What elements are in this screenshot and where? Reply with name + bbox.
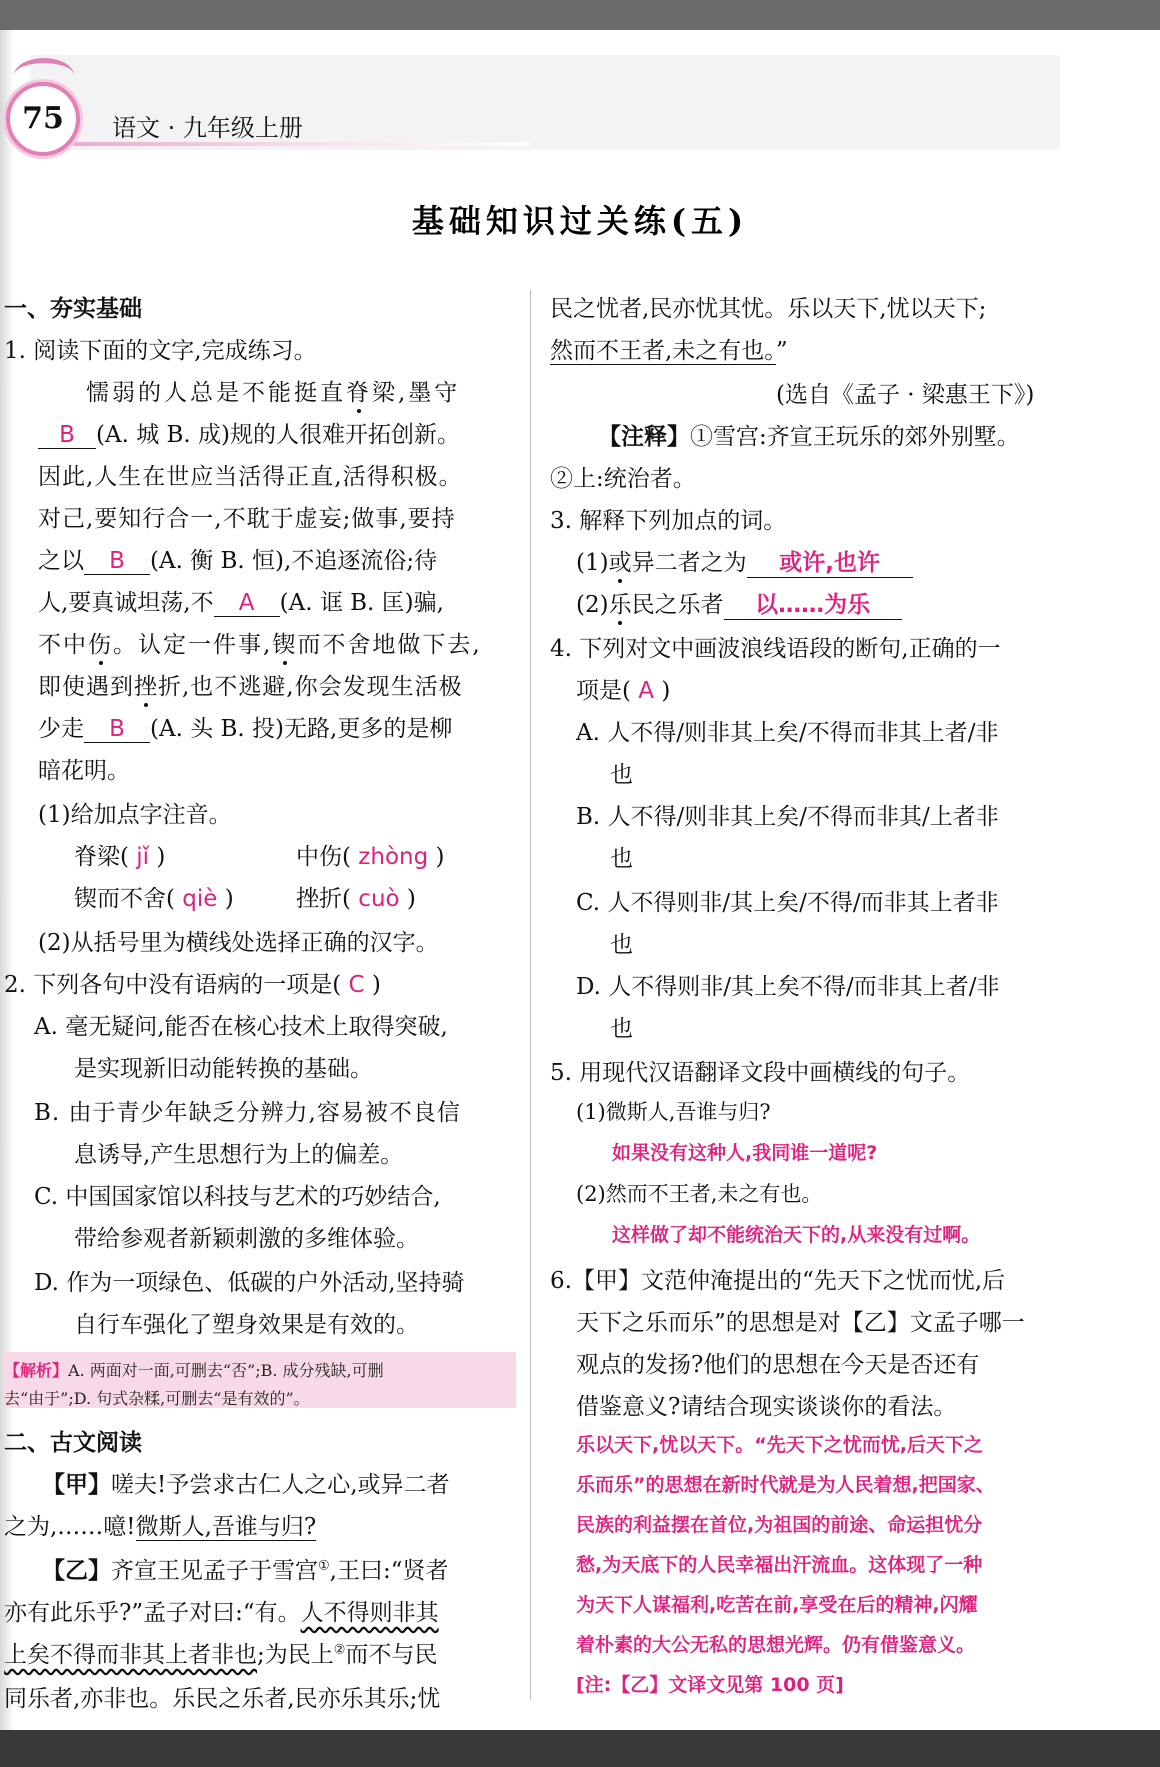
underlined-sentence: 微斯人,吾谁与归? <box>135 1514 317 1540</box>
passage-yi: 亦有此乐乎?”孟子对曰:“有。人不得则非其 <box>4 1600 439 1626</box>
passage-line: 暗花明。 <box>38 758 130 784</box>
question-4-cont: 项是( A ) <box>576 678 671 704</box>
q6-answer-line: 乐而乐”的思想在新时代就是为人民着想,把国家、 <box>576 1474 995 1496</box>
question-6-cont: 观点的发扬?他们的思想在今天是否还有 <box>576 1352 980 1378</box>
option-b-cont: 息诱导,产生思想行为上的偏差。 <box>74 1142 404 1168</box>
analysis-line: 去“由于”;D. 句式杂糅,可删去“是有效的”。 <box>4 1389 310 1408</box>
passage-yi-cont: 然而不王者,未之有也。” <box>550 338 788 364</box>
pinyin-item: 锲而不舍( qiè ) <box>74 886 234 912</box>
passage-yi: 同乐者,亦非也。乐民之乐者,民亦乐其乐;忧 <box>4 1686 441 1712</box>
question-6: 6.【甲】文范仲淹提出的“先天下之忧而忧,后 <box>550 1268 1006 1294</box>
passage-line: 对己,要知行合一,不耽于虚妄;做事,要持 <box>38 506 456 532</box>
pinyin-item: 挫折( cuò ) <box>296 886 416 912</box>
q5-answer-1: 如果没有这种人,我同谁一道呢? <box>612 1142 878 1164</box>
option-a-cont: 也 <box>610 762 633 788</box>
passage-line: B (A. 城 B. 成)规的人很难开拓创新。 <box>38 416 460 449</box>
q6-answer-line: 乐以天下,忧以天下。“先天下之忧而忧,后天下之 <box>576 1434 983 1456</box>
option-a: A. 人不得/则非其上矣/不得而非其上者/非 <box>576 720 999 746</box>
pinyin-item: 脊梁( jǐ ) <box>74 844 166 870</box>
question-6-cont: 天下之乐而乐”的思想是对【乙】文孟子哪一 <box>576 1310 1025 1336</box>
section-heading-classical: 二、古文阅读 <box>4 1430 142 1456</box>
dotted-char: 伤 <box>88 632 113 658</box>
source: (选自《孟子 · 梁惠王下》) <box>776 382 1035 408</box>
question-2: 2. 下列各句中没有语病的一项是( C ) <box>4 972 381 998</box>
q5-answer-2: 这样做了却不能统治天下的,从来没有过啊。 <box>612 1224 981 1246</box>
passage-yi-cont: 民之忧者,民亦忧其忧。乐以天下,忧以天下; <box>550 296 987 322</box>
pinyin-answer: cuò <box>358 886 400 912</box>
passage-line: 懦弱的人总是不能挺直脊梁,墨守 <box>86 380 461 406</box>
underlined-sentence: 然而不王者,未之有也。 <box>550 338 776 364</box>
pinyin-answer: zhòng <box>358 844 429 870</box>
option-a: A. 毫无疑问,能否在核心技术上取得突破, <box>34 1014 448 1040</box>
dotted-char: 或 <box>608 550 632 576</box>
annotation: ②上:统治者。 <box>550 466 696 492</box>
option-c-cont: 带给参观者新颖刺激的多维体验。 <box>74 1226 419 1252</box>
blank-answer-2: B <box>84 548 150 575</box>
q2-answer: C <box>348 972 365 998</box>
option-c: C. 中国国家馆以科技与艺术的巧妙结合, <box>34 1184 441 1210</box>
passage-line: 即使遇到挫折,也不逃避,你会发现生活极 <box>38 674 463 700</box>
translation-note: [注:【乙】文译文见第 100 页] <box>576 1674 844 1696</box>
q4-answer: A <box>638 678 655 704</box>
option-c: C. 人不得则非/其上矣/不得/而非其上者非 <box>576 890 999 916</box>
question-1: 1. 阅读下面的文字,完成练习。 <box>4 338 317 364</box>
question-6-cont: 借鉴意义?请结合现实谈谈你的看法。 <box>576 1394 957 1420</box>
option-a-cont: 是实现新旧动能转换的基础。 <box>74 1056 373 1082</box>
q3-item: (1)或异二者之为 或许,也许 <box>576 544 913 578</box>
sub-question-1: (1)给加点字注音。 <box>38 802 232 828</box>
blank-answer-4: B <box>84 716 150 743</box>
pinyin-item: 中伤( zhòng ) <box>296 844 445 870</box>
question-5: 5. 用现代汉语翻译文段中画横线的句子。 <box>550 1060 971 1086</box>
exercise-title: 基础知识过关练(五) <box>411 202 749 240</box>
option-d: D. 人不得则非/其上矣不得/而非其上者/非 <box>576 974 1000 1000</box>
left-column <box>4 0 519 1767</box>
passage-yi: 【乙】齐宣王见孟子于雪宫①,王曰:“贤者 <box>42 1557 449 1584</box>
passage-jia: 之为,……噫!微斯人,吾谁与归? <box>4 1514 317 1540</box>
q5-item: (2)然而不王者,未之有也。 <box>576 1182 823 1206</box>
page-number: 75 <box>6 82 80 156</box>
passage-yi: 上矣不得而非其上者非也;为民上②而不与民 <box>4 1642 438 1668</box>
passage-line: 人,要真诚坦荡,不 A (A. 诓 B. 匡)骗, <box>38 590 444 616</box>
passage-line: 因此,人生在世应当活得正直,活得积极。 <box>38 464 463 490</box>
q3-answer-1: 或许,也许 <box>747 544 913 578</box>
q6-answer-line: 着朴素的大公无私的思想光辉。仍有借鉴意义。 <box>576 1634 976 1656</box>
q3-answer-2: 以……为乐 <box>724 586 902 620</box>
option-d: D. 作为一项绿色、低碳的户外活动,坚持骑 <box>34 1270 465 1296</box>
column-divider <box>530 290 531 1700</box>
pinyin-answer: qiè <box>182 886 218 912</box>
passage-jia: 【甲】嗟夫!予尝求古仁人之心,或异二者 <box>42 1471 450 1498</box>
wavy-underline: 人不得则非其 <box>300 1600 439 1626</box>
q5-item: (1)微斯人,吾谁与归? <box>576 1100 771 1124</box>
right-column <box>550 0 1060 1767</box>
question-3: 3. 解释下列加点的词。 <box>550 508 787 534</box>
wavy-underline: 上矣不得而非其上者非也 <box>4 1642 257 1668</box>
q6-answer-line: 民族的利益摆在首位,为祖国的前途、命运担忧分 <box>576 1514 983 1536</box>
q6-answer-line: 愁,为天底下的人民幸福出汗流血。这体现了一种 <box>576 1554 983 1576</box>
dotted-char: 锲 <box>272 632 298 658</box>
dotted-char: 挫 <box>134 674 158 700</box>
question-4: 4. 下列对文中画波浪线语段的断句,正确的一 <box>550 636 1001 662</box>
annotation: 【注释】①雪宫:齐宣王玩乐的郊外别墅。 <box>598 423 1020 450</box>
sub-question-2: (2)从括号里为横线处选择正确的汉字。 <box>38 930 439 956</box>
dotted-char: 脊 <box>346 380 372 406</box>
section-heading-basics: 一、夯实基础 <box>4 296 142 322</box>
option-d-cont: 也 <box>610 1016 633 1042</box>
analysis-line: 【解析】A. 两面对一面,可删去“否”;B. 成分残缺,可删 <box>4 1361 384 1380</box>
q3-item: (2)乐民之乐者 以……为乐 <box>576 586 902 620</box>
option-d-cont: 自行车强化了塑身效果是有效的。 <box>74 1312 419 1338</box>
option-b: B. 由于青少年缺乏分辨力,容易被不良信 <box>34 1100 461 1126</box>
option-b-cont: 也 <box>610 846 633 872</box>
book-title: 语文 · 九年级上册 <box>112 114 303 142</box>
passage-line: 不中伤。认定一件事,锲而不舍地做下去, <box>38 632 482 658</box>
option-b: B. 人不得/则非其上矣/不得而非其/上者非 <box>576 804 999 830</box>
passage-line: 少走 B (A. 头 B. 投)无路,更多的是柳 <box>38 716 453 742</box>
blank-answer-3: A <box>214 590 280 617</box>
pinyin-answer: jǐ <box>136 844 150 870</box>
option-c-cont: 也 <box>610 932 633 958</box>
q6-answer-line: 为天下人谋福利,吃苦在前,享受在后的精神,闪耀 <box>576 1594 978 1616</box>
passage-line: 之以 B (A. 衡 B. 恒),不追逐流俗;待 <box>38 548 438 574</box>
dotted-char: 乐 <box>608 592 632 618</box>
blank-answer-1: B <box>38 422 96 449</box>
